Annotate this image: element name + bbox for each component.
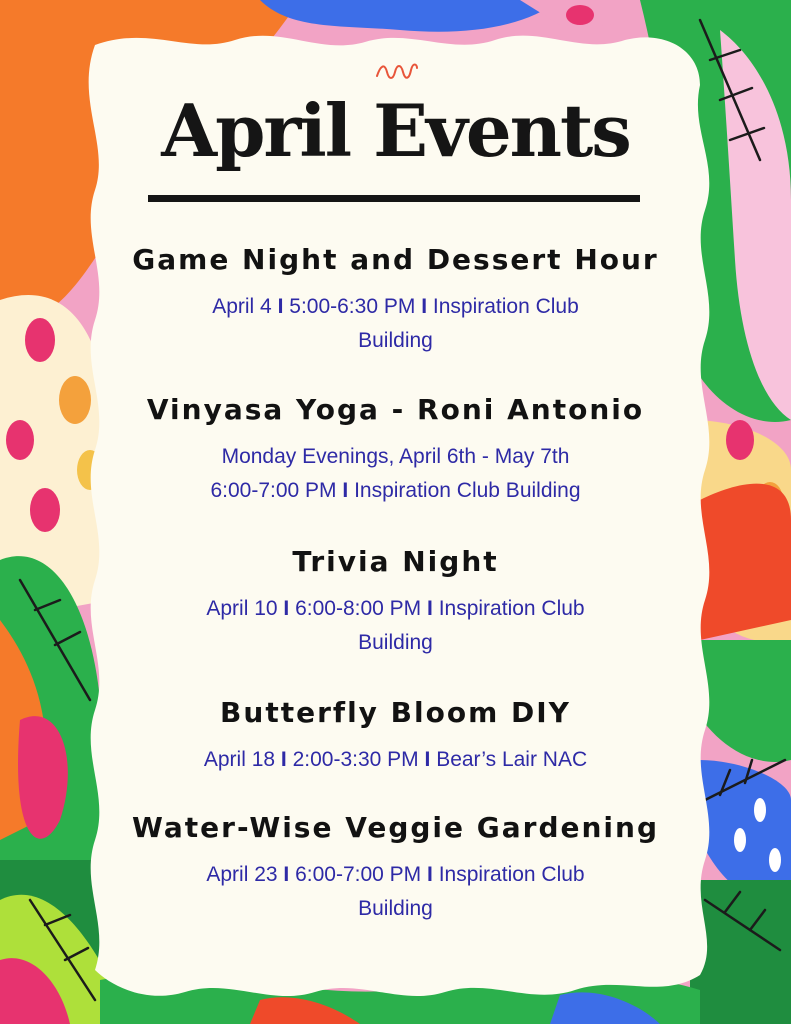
event-details [100,743,691,777]
separator: I [427,862,433,886]
event-title: Game Night and Dessert Hour [132,243,659,276]
squiggle-icon [375,60,419,82]
event-details [100,440,691,508]
event-title: Vinyasa Yoga - Roni Antonio [146,393,645,426]
separator: I [424,747,431,771]
event-detail-line [100,474,691,508]
event-item [100,395,691,508]
event-detail-line [100,626,691,660]
event-item [100,813,691,926]
event-detail-part: April 18 [203,747,276,771]
event-detail-text: Monday Evenings, April 6th - May 7th [221,444,570,468]
separator: I [283,862,290,886]
event-title: Butterfly Bloom DIY [220,696,571,729]
event-detail-part: 6:00-7:00 PM [295,862,422,886]
separator: I [280,747,287,771]
event-details [100,858,691,926]
separator: I [427,596,433,620]
separator: I [277,294,284,318]
page-title: April Events [161,88,630,173]
event-detail-line [100,892,691,926]
event-detail-line [100,592,691,626]
poster-content [100,50,691,980]
event-detail-text: Building [358,896,433,920]
event-detail-part: Inspiration Club [432,294,579,318]
event-detail-part: April 23 [206,862,278,886]
event-item [100,245,691,358]
event-detail-line [100,858,691,892]
event-detail-line [100,290,691,324]
event-detail-part: April 10 [206,596,278,620]
event-detail-text: Building [358,328,433,352]
event-item [100,547,691,660]
event-title: Trivia Night [292,545,499,578]
separator: I [342,478,349,502]
event-detail-line [100,743,691,777]
event-detail-text: Building [358,630,433,654]
event-detail-part: 6:00-8:00 PM [295,596,422,620]
event-detail-part: April 4 [212,294,272,318]
event-details [100,290,691,358]
event-details [100,592,691,660]
event-detail-part: Inspiration Club [438,596,585,620]
event-detail-line [100,440,691,474]
separator: I [421,294,428,318]
title-underline [148,195,640,202]
event-title: Water-Wise Veggie Gardening [132,811,659,844]
event-detail-part: Inspiration Club Building [354,478,581,502]
event-item [100,698,691,777]
event-detail-part: 6:00-7:00 PM [210,478,337,502]
event-detail-line [100,324,691,358]
separator: I [283,596,290,620]
event-detail-part: 2:00-3:30 PM [292,747,419,771]
event-detail-part: Inspiration Club [438,862,585,886]
event-detail-part: Bear’s Lair NAC [436,747,588,771]
event-detail-part: 5:00-6:30 PM [289,294,416,318]
